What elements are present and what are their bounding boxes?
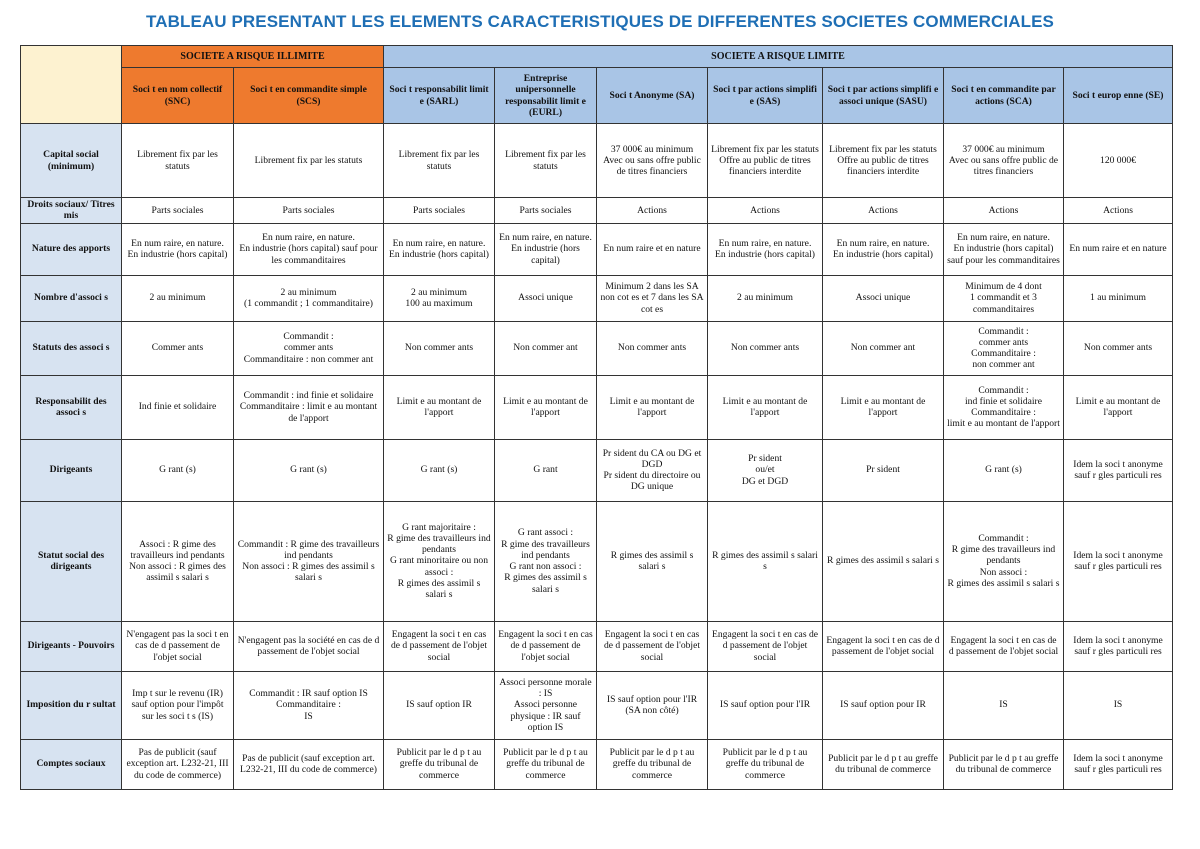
table-cell: Associ unique (823, 275, 944, 321)
table-cell: Minimum 2 dans les SA non cot es et 7 dans les SA cot es (597, 275, 708, 321)
table-cell: Publicit par le d p t au greffe du tribunal de commerce (597, 739, 708, 789)
table-cell: N'engagent pas la soci t en cas de d passement de l'objet social (122, 621, 234, 671)
table-cell: Non commer ants (708, 321, 823, 375)
table-cell: Idem la soci t anonyme sauf r gles particuli res (1064, 739, 1173, 789)
table-cell: Publicit par le d p t au greffe du tribunal de commerce (495, 739, 597, 789)
table-cell: Pas de publicit (sauf exception art. L232-21, III du code de commerce) (122, 739, 234, 789)
table-row (21, 321, 1173, 375)
comparison-table (20, 45, 1173, 790)
column-header: Soci t en nom collectif (SNC) (122, 68, 234, 124)
table-cell: Parts sociales (495, 198, 597, 224)
table-cell: R gimes des assimil s salari s (597, 501, 708, 621)
table-cell: Actions (944, 198, 1064, 224)
row-header: Statut social des dirigeants (21, 501, 122, 621)
table-cell: Limit e au montant de l'apport (1064, 375, 1173, 439)
table-cell: Limit e au montant de l'apport (597, 375, 708, 439)
table-cell: En num raire, en nature. En industrie (hors capital) sauf pour les commanditaires (234, 223, 384, 275)
table-row (21, 739, 1173, 789)
row-header: Nombre d'associ s (21, 275, 122, 321)
table-cell: 37 000€ au minimum Avec ou sans offre public de titres financiers (944, 124, 1064, 198)
table-cell: N'engagent pas la société en cas de d passement de l'objet social (234, 621, 384, 671)
group-header-illimite: SOCIETE A RISQUE ILLIMITE (122, 46, 384, 68)
page-title: TABLEAU PRESENTANT LES ELEMENTS CARACTERISTIQUES DE DIFFERENTES SOCIETES COMMERCIALES (146, 12, 1054, 31)
table-cell: Commandit : R gime des travailleurs ind pendants Non associ : R gimes des assimil s salari s (234, 501, 384, 621)
table-cell: Limit e au montant de l'apport (823, 375, 944, 439)
row-header: Dirigeants - Pouvoirs (21, 621, 122, 671)
row-header: Nature des apports (21, 223, 122, 275)
table-cell: Ind finie et solidaire (122, 375, 234, 439)
table-cell: Engagent la soci t en cas de d passement de l'objet social (384, 621, 495, 671)
table-cell: En num raire, en nature. En industrie (hors capital) (708, 223, 823, 275)
table-cell: Actions (597, 198, 708, 224)
table-row (21, 375, 1173, 439)
table-cell: Engagent la soci t en cas de d passement de l'objet social (823, 621, 944, 671)
table-cell: Commandit : IR sauf option IS Commanditaire : IS (234, 671, 384, 739)
column-header: Soci t par actions simplifi e associ unique (SASU) (823, 68, 944, 124)
table-cell: Non commer ant (823, 321, 944, 375)
table-cell: 1 au minimum (1064, 275, 1173, 321)
table-cell: Engagent la soci t en cas de d passement de l'objet social (597, 621, 708, 671)
table-cell: Librement fix par les statuts Offre au public de titres financiers interdite (823, 124, 944, 198)
table-cell: 2 au minimum (1 commandit ; 1 commanditaire) (234, 275, 384, 321)
column-header: Soci t responsabilit limit e (SARL) (384, 68, 495, 124)
table-cell: Librement fix par les statuts (384, 124, 495, 198)
table-cell: G rant associ : R gime des travailleurs ind pendants G rant non associ : R gimes des assimil s salari s (495, 501, 597, 621)
table-cell: Actions (1064, 198, 1173, 224)
table-body (21, 124, 1173, 790)
row-header: Statuts des associ s (21, 321, 122, 375)
table-cell: Pr sident du CA ou DG et DGD Pr sident du directoire ou DG unique (597, 439, 708, 501)
table-cell: Pr sident (823, 439, 944, 501)
table-cell: Commer ants (122, 321, 234, 375)
table-cell: Non commer ants (384, 321, 495, 375)
table-cell: Commandit : ind finie et solidaire Commanditaire : limit e au montant de l'apport (234, 375, 384, 439)
table-cell: G rant majoritaire : R gime des travailleurs ind pendants G rant minoritaire ou non associ : R gimes des assimil s salari s (384, 501, 495, 621)
table-cell: G rant (s) (122, 439, 234, 501)
row-header: Comptes sociaux (21, 739, 122, 789)
table-cell: R gimes des assimil s salari s (823, 501, 944, 621)
table-cell: Non commer ants (1064, 321, 1173, 375)
table-cell: IS sauf option IR (384, 671, 495, 739)
table-row (21, 223, 1173, 275)
column-header-row (21, 68, 1173, 124)
table-row (21, 275, 1173, 321)
table-cell: Parts sociales (384, 198, 495, 224)
corner-cell (21, 46, 122, 124)
table-cell: G rant (495, 439, 597, 501)
table-cell: Engagent la soci t en cas de d passement de l'objet social (495, 621, 597, 671)
table-cell: Librement fix par les statuts Offre au public de titres financiers interdite (708, 124, 823, 198)
table-cell: En num raire, en nature. En industrie (hors capital) (122, 223, 234, 275)
column-header: Entreprise unipersonnelle responsabilit limit e (EURL) (495, 68, 597, 124)
table-cell: Associ : R gime des travailleurs ind pendants Non associ : R gimes des assimil s salari s (122, 501, 234, 621)
group-header-limite: SOCIETE A RISQUE LIMITE (384, 46, 1173, 68)
table-cell: Publicit par le d p t au greffe du tribunal de commerce (708, 739, 823, 789)
table-cell: En num raire, en nature. En industrie (hors capital) sauf pour les commanditaires (944, 223, 1064, 275)
column-header: Soci t en commandite par actions (SCA) (944, 68, 1064, 124)
table-cell: G rant (s) (944, 439, 1064, 501)
table-cell: Commandit : commer ants Commanditaire : non commer ant (234, 321, 384, 375)
table-cell: IS sauf option pour l'IR (708, 671, 823, 739)
column-header: Soci t en commandite simple (SCS) (234, 68, 384, 124)
table-cell: En num raire, en nature. En industrie (hors capital) (384, 223, 495, 275)
row-header: Imposition du r sultat (21, 671, 122, 739)
table-cell: 2 au minimum (708, 275, 823, 321)
table-cell: G rant (s) (384, 439, 495, 501)
table-cell: Minimum de 4 dont 1 commandit et 3 commanditaires (944, 275, 1064, 321)
table-row (21, 501, 1173, 621)
row-header: Droits sociaux/ Titres mis (21, 198, 122, 224)
table-cell: Publicit par le d p t au greffe du tribunal de commerce (944, 739, 1064, 789)
table-cell: Actions (708, 198, 823, 224)
column-header: Soci t par actions simplifi e (SAS) (708, 68, 823, 124)
table-cell: En num raire, en nature. En industrie (hors capital) (495, 223, 597, 275)
table-cell: Parts sociales (122, 198, 234, 224)
table-cell: Non commer ants (597, 321, 708, 375)
table-cell: Librement fix par les statuts (122, 124, 234, 198)
table-cell: Idem la soci t anonyme sauf r gles particuli res (1064, 439, 1173, 501)
table-cell: Publicit par le d p t au greffe du tribunal de commerce (823, 739, 944, 789)
table-cell: R gimes des assimil s salari s (708, 501, 823, 621)
row-header: Dirigeants (21, 439, 122, 501)
row-header: Responsabilit des associ s (21, 375, 122, 439)
table-cell: 2 au minimum (122, 275, 234, 321)
table-cell: Commandit : commer ants Commanditaire : non commer ant (944, 321, 1064, 375)
table-cell: Parts sociales (234, 198, 384, 224)
table-cell: G rant (s) (234, 439, 384, 501)
table-cell: IS (944, 671, 1064, 739)
table-row (21, 198, 1173, 224)
table-cell: Engagent la soci t en cas de d passement de l'objet social (708, 621, 823, 671)
table-cell: Non commer ant (495, 321, 597, 375)
column-header: Soci t Anonyme (SA) (597, 68, 708, 124)
table-cell: Imp t sur le revenu (IR) sauf option pour l'impôt sur les soci t s (IS) (122, 671, 234, 739)
table-row (21, 671, 1173, 739)
table-cell: Librement fix par les statuts (234, 124, 384, 198)
table-cell: Limit e au montant de l'apport (495, 375, 597, 439)
table-cell: IS (1064, 671, 1173, 739)
table-cell: IS sauf option pour IR (823, 671, 944, 739)
group-header-row (21, 46, 1173, 68)
table-cell: En num raire, en nature. En industrie (hors capital) (823, 223, 944, 275)
table-cell: Engagent la soci t en cas de d passement de l'objet social (944, 621, 1064, 671)
table-cell: Commandit : ind finie et solidaire Commanditaire : limit e au montant de l'apport (944, 375, 1064, 439)
table-cell: Associ personne morale : IS Associ personne physique : IR sauf option IS (495, 671, 597, 739)
table-cell: En num raire et en nature (597, 223, 708, 275)
table-cell: Commandit : R gime des travailleurs ind pendants Non associ : R gimes des assimil s salari s (944, 501, 1064, 621)
table-cell: Librement fix par les statuts (495, 124, 597, 198)
table-cell: Actions (823, 198, 944, 224)
table-row (21, 439, 1173, 501)
table-cell: IS sauf option pour l'IR (SA non côté) (597, 671, 708, 739)
table-cell: Publicit par le d p t au greffe du tribunal de commerce (384, 739, 495, 789)
table-cell: Idem la soci t anonyme sauf r gles particuli res (1064, 621, 1173, 671)
column-header: Soci t europ enne (SE) (1064, 68, 1173, 124)
table-cell: Associ unique (495, 275, 597, 321)
table-row (21, 124, 1173, 198)
table-cell: En num raire et en nature (1064, 223, 1173, 275)
row-header: Capital social (minimum) (21, 124, 122, 198)
table-cell: 37 000€ au minimum Avec ou sans offre public de titres financiers (597, 124, 708, 198)
table-cell: Idem la soci t anonyme sauf r gles particuli res (1064, 501, 1173, 621)
table-cell: Limit e au montant de l'apport (708, 375, 823, 439)
table-cell: Limit e au montant de l'apport (384, 375, 495, 439)
table-cell: 2 au minimum 100 au maximum (384, 275, 495, 321)
table-cell: Pas de publicit (sauf exception art. L232-21, III du code de commerce) (234, 739, 384, 789)
table-row (21, 621, 1173, 671)
table-cell: 120 000€ (1064, 124, 1173, 198)
table-cell: Pr sident ou/et DG et DGD (708, 439, 823, 501)
